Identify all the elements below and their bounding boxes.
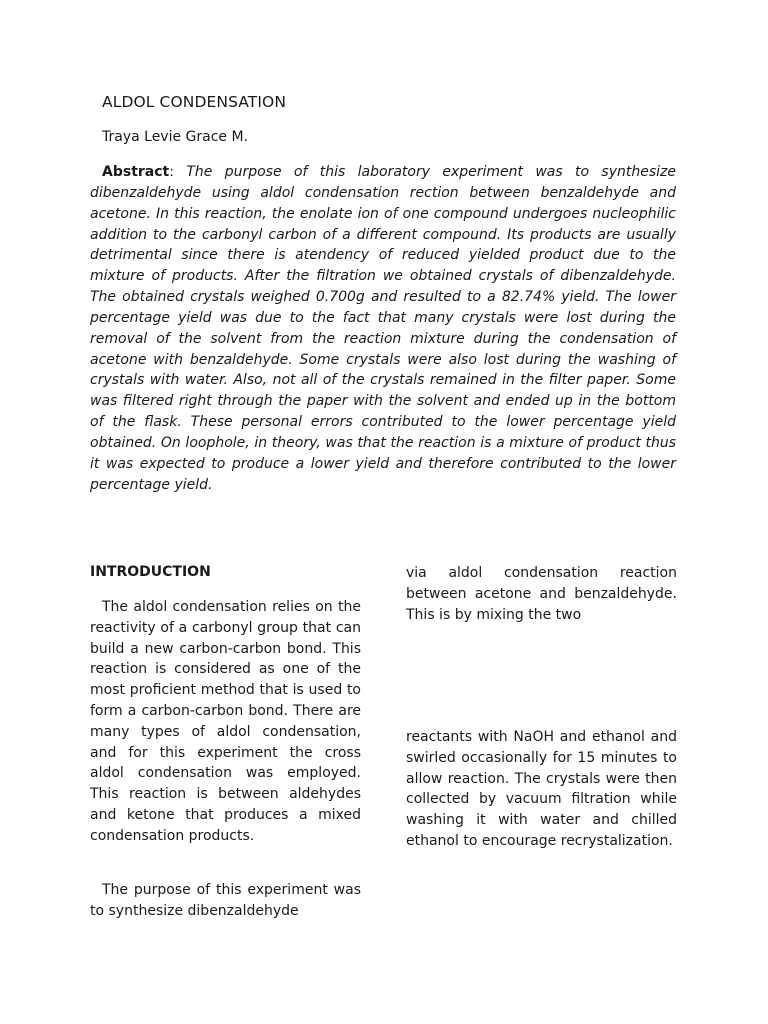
introduction-heading: INTRODUCTION — [90, 564, 211, 580]
abstract-colon: : — [169, 164, 187, 180]
abstract-paragraph — [90, 162, 676, 496]
abstract-label: Abstract — [102, 164, 170, 180]
intro-paragraph-4: reactants with NaOH and ethanol and swirled occasionally for 15 minutes to allow reaction. The crystals were then collected by vacuum filtration while washing it with water and chilled ethanol to encourage recrystalization. — [406, 729, 677, 849]
document-title: ALDOL CONDENSATION — [102, 93, 287, 111]
abstract-text: The purpose of this laboratory experiment was to synthesize dibenzaldehyde using aldol condensation rection between benzaldehyde and acetone. In this reaction, the enolate ion of one compound undergoes nucleophilic addition to the carbonyl carbon of a different compound. Its products are usually detrimental since there is atendency of reduced yielded product due to the mixture of products. After the filtration we obtained crystals of dibenzaldehyde. The obtained crystals weighed 0.700g and resulted to a 82.74% yield. The lower percentage yield was due to the fact that many crystals were lost during the removal of the solvent from the reaction mixture during the condensation of acetone with benzaldehyde. Some crystals were also lost during the washing of crystals with water. Also, not all of the crystals remained in the filter paper. Some was filtered right through the paper with the solvent and ended up in the bottom of the flask. These personal errors contributed to the lower percentage yield obtained. On loophole, in theory, was that the reaction is a mixture of product thus it was expected to produce a lower yield and therefore contributed to the lower percentage yield. — [90, 164, 677, 493]
author-name: Traya Levie Grace M. — [102, 129, 249, 145]
intro-paragraph-2: The purpose of this experiment was to synthesize dibenzaldehyde — [90, 882, 361, 919]
intro-paragraph-3: via aldol condensation reaction between acetone and benzaldehyde. This is by mixing the two — [406, 565, 677, 623]
intro-paragraph-1: The aldol condensation relies on the reactivity of a carbonyl group that can build a new carbon-carbon bond. This reaction is considered as one of the most proficient method that is used to form a carbon-carbon bond. There are many types of aldol condensation, and for this experiment the cross aldol condensation was employed. This reaction is between aldehydes and ketone that produces a mixed condensation products. — [90, 599, 361, 844]
